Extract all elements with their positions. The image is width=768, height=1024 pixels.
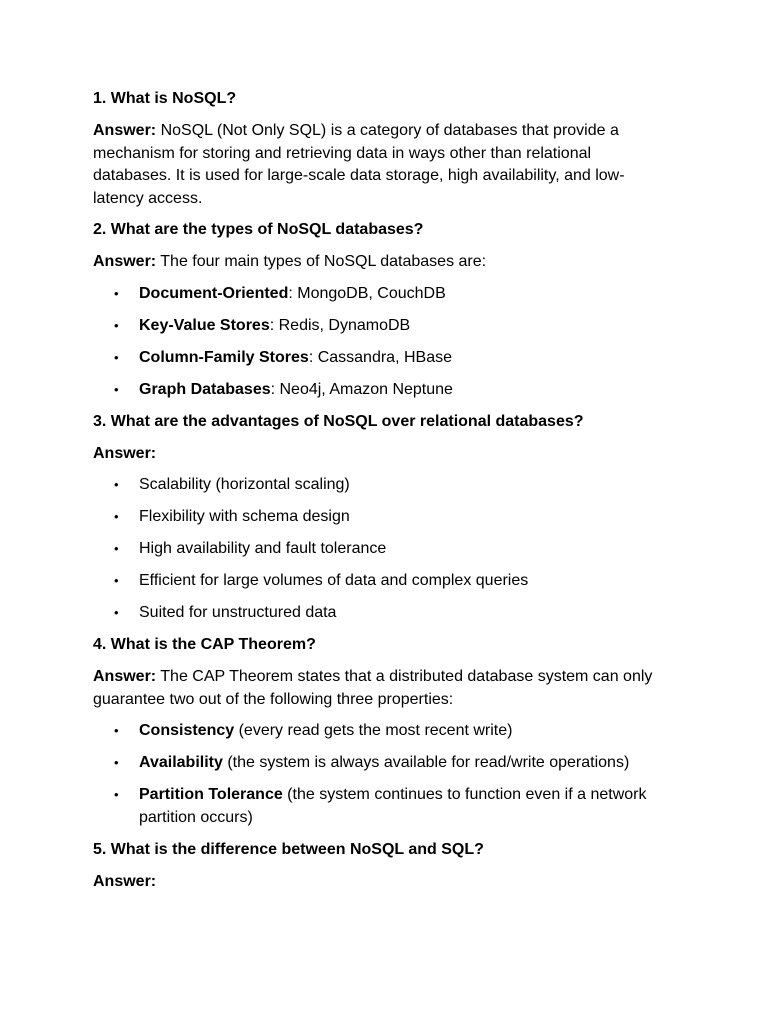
list-item-text: (the system continues to function even if a network partition occurs)	[139, 786, 647, 826]
list-item-text: : Cassandra, HBase	[308, 348, 452, 366]
answer-paragraph	[93, 120, 673, 210]
list-item	[93, 784, 673, 829]
list-item	[93, 347, 673, 370]
question-heading: 5. What is the difference between NoSQL and SQL?	[93, 840, 484, 858]
answer-text: The four main types of NoSQL databases are:	[156, 253, 487, 270]
bullet-icon: •	[114, 541, 119, 556]
list-item-text: Flexibility with schema design	[139, 508, 350, 525]
list-item	[93, 602, 673, 625]
list-item-text: (every read gets the most recent write)	[234, 722, 513, 739]
list-item-text: Efficient for large volumes of data and complex queries	[139, 572, 529, 589]
answer-label: Answer:	[93, 122, 157, 139]
list-item	[93, 379, 673, 402]
list-item	[93, 720, 673, 743]
list-item	[93, 315, 673, 338]
list-item	[93, 474, 673, 497]
answer-label: Answer:	[93, 444, 157, 462]
list-item	[93, 283, 673, 306]
bullet-icon: •	[114, 723, 119, 738]
list-item-term: Column-Family Stores	[139, 348, 309, 366]
list-item-text: : Redis, DynamoDB	[269, 316, 411, 334]
bullet-list	[93, 283, 673, 402]
answer-label: Answer:	[93, 668, 157, 685]
list-item-term: Document-Oriented	[139, 284, 289, 302]
bullet-icon: •	[114, 477, 119, 492]
question-heading: 4. What is the CAP Theorem?	[93, 636, 316, 653]
list-item-term: Availability	[139, 754, 223, 771]
list-item-text: Suited for unstructured data	[139, 604, 337, 621]
answer-paragraph	[93, 871, 673, 894]
list-item-text: High availability and fault tolerance	[139, 540, 387, 557]
list-item-text: Scalability (horizontal scaling)	[139, 476, 350, 493]
list-item-text: (the system is always available for read/write operations)	[222, 754, 630, 771]
list-item-term: Partition Tolerance	[139, 786, 283, 803]
answer-text: The CAP Theorem states that a distributed database system can only guarantee two out of the following three properties:	[93, 668, 653, 708]
list-item	[93, 570, 673, 593]
list-item-term: Graph Databases	[139, 380, 271, 398]
bullet-icon: •	[114, 317, 119, 333]
bullet-icon: •	[114, 285, 119, 301]
list-item	[93, 752, 673, 775]
bullet-icon: •	[114, 381, 119, 397]
bullet-icon: •	[114, 605, 119, 620]
question-heading: 1. What is NoSQL?	[93, 90, 237, 107]
answer-paragraph	[93, 443, 673, 466]
answer-paragraph	[93, 251, 673, 274]
answer-label: Answer:	[93, 253, 157, 270]
answer-text: NoSQL (Not Only SQL) is a category of databases that provide a mechanism for storing and retrieving data in ways other than relational databases. It is used for large-scale data storage, high availability, and low-latency access.	[93, 122, 625, 207]
bullet-list	[93, 720, 673, 829]
bullet-list	[93, 474, 673, 625]
document-body	[93, 88, 673, 902]
list-item-term: Key-Value Stores	[139, 316, 270, 334]
answer-paragraph	[93, 666, 673, 711]
question-heading: 2. What are the types of NoSQL databases?	[93, 221, 424, 238]
bullet-icon: •	[114, 787, 119, 802]
bullet-icon: •	[114, 755, 119, 770]
list-item-term: Consistency	[139, 722, 235, 739]
bullet-icon: •	[114, 509, 119, 524]
list-item	[93, 506, 673, 529]
bullet-icon: •	[114, 573, 119, 588]
bullet-icon: •	[114, 349, 119, 365]
list-item-text: : Neo4j, Amazon Neptune	[270, 380, 453, 398]
list-item-text: : MongoDB, CouchDB	[288, 284, 446, 302]
list-item	[93, 538, 673, 561]
question-heading: 3. What are the advantages of NoSQL over relational databases?	[93, 412, 584, 430]
answer-label: Answer:	[93, 872, 157, 890]
